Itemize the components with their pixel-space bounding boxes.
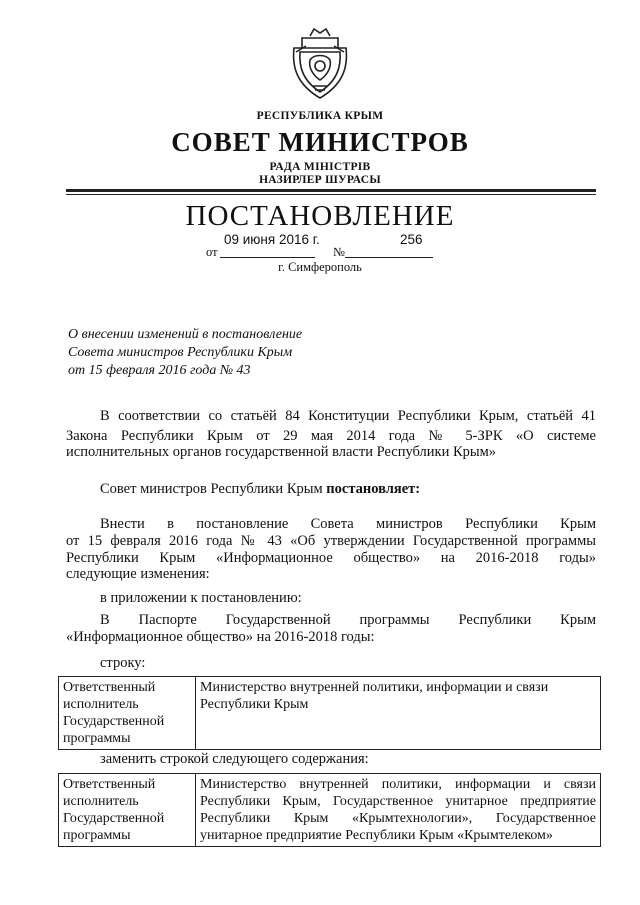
- original-row-table: [58, 676, 601, 750]
- resolves-keyword: постановляет:: [326, 481, 421, 497]
- basis-paragraph-line-2: Закона Республики Крым от 29 мая 2014 года № 5-ЗРК «О системе: [66, 428, 596, 444]
- table-row: [59, 677, 601, 750]
- amend-paragraph-line-4: следующие изменения:: [66, 566, 210, 582]
- document-number: 256: [400, 232, 423, 247]
- basis-paragraph-line-3: исполнительных органов государственной власти Республики Крым»: [66, 444, 497, 460]
- passport-paragraph-line-2: «Информационное общество» на 2016-2018 годы:: [66, 629, 375, 645]
- subject-line-1: О внесении изменений в постановление: [68, 327, 303, 342]
- row-label-paragraph: строку:: [100, 655, 146, 671]
- number-label: №: [333, 245, 345, 259]
- republic-name: РЕСПУБЛИКА КРЫМ: [256, 110, 384, 122]
- resolves-paragraph: [100, 481, 420, 498]
- annex-paragraph: в приложении к постановлению:: [100, 590, 302, 606]
- document-city: г. Симферополь: [278, 260, 362, 274]
- amend-paragraph-line-1: Внести в постановление Совета министров Республики Крым: [100, 516, 596, 532]
- date-prefix-label: от: [206, 245, 218, 259]
- replace-paragraph: заменить строкой следующего содержания:: [100, 751, 369, 767]
- council-title-crimean-tatar: НАЗИРЛЕР ШУРАСЫ: [259, 174, 381, 186]
- resolves-lead-text: Совет министров Республики Крым: [100, 481, 327, 497]
- document-date: 09 июня 2016 г.: [224, 232, 320, 247]
- replacement-row-table: [58, 773, 601, 847]
- council-title: СОВЕТ МИНИСТРОВ: [171, 127, 469, 157]
- number-underline: [345, 257, 433, 258]
- passport-paragraph-line-1: В Паспорте Государственной программы Республики Крым: [100, 612, 596, 628]
- table-cell-label: Ответственный исполнитель Государственной программы: [59, 677, 196, 750]
- header-divider-thick: [66, 189, 596, 192]
- coat-of-arms-emblem: [288, 26, 352, 102]
- council-title-ukrainian: РАДА МІНІСТРІВ: [269, 161, 371, 173]
- document-type-title: ПОСТАНОВЛЕНИЕ: [185, 200, 455, 232]
- basis-paragraph-line-1: В соответствии со статьёй 84 Конституции Республики Крым, статьёй 41: [100, 408, 596, 424]
- table-row: [59, 774, 601, 847]
- header-divider-thin: [66, 194, 596, 195]
- table-cell-value: Министерство внутренней политики, информации и связи Республики Крым, Государственное унитарное предприятие Республики Крым «Крымтехнологии», Государственное унитарное предприятие Республики Крым «Крымтелеком»: [196, 774, 601, 847]
- subject-line-2: Совета министров Республики Крым: [68, 345, 293, 360]
- date-underline: [220, 257, 315, 258]
- subject-line-3: от 15 февраля 2016 года № 43: [68, 363, 251, 378]
- amend-paragraph-line-2: от 15 февраля 2016 года № 43 «Об утверждении Государственной программы: [66, 533, 596, 549]
- table-cell-value: Министерство внутренней политики, информации и связи Республики Крым: [196, 677, 601, 750]
- amend-paragraph-line-3: Республики Крым «Информационное общество» на 2016-2018 годы»: [66, 550, 596, 566]
- table-cell-label: Ответственный исполнитель Государственной программы: [59, 774, 196, 847]
